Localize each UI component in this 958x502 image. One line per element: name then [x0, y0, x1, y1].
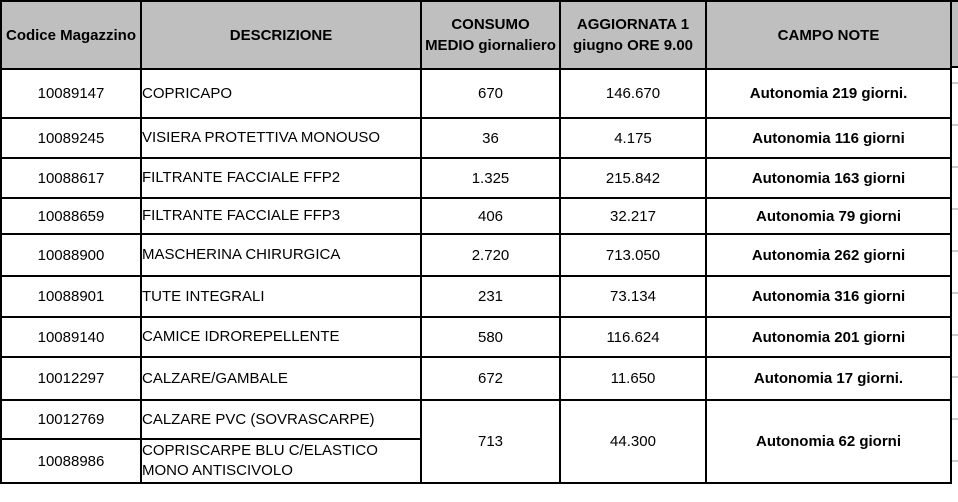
table-row — [2, 159, 952, 199]
cell-code: 10088659 — [2, 199, 142, 235]
cell-note: Autonomia 201 giorni — [707, 318, 952, 358]
header-consumo-line2: MEDIO giornaliero — [425, 37, 556, 54]
cell-consumo: 2.720 — [422, 235, 561, 277]
adjacent-header-fill — [952, 0, 958, 68]
cell-aggiornata: 73.134 — [561, 277, 707, 318]
header-consumo-medio — [422, 2, 561, 70]
cell-note: Autonomia 219 giorni. — [707, 70, 952, 119]
cell-note: Autonomia 163 giorni — [707, 159, 952, 199]
cell-consumo: 672 — [422, 358, 561, 401]
cell-consumo: 1.325 — [422, 159, 561, 199]
cell-description: CAMICE IDROREPELLENTE — [142, 318, 422, 358]
table-row — [2, 235, 952, 277]
cell-description: TUTE INTEGRALI — [142, 277, 422, 318]
cell-code: 10089140 — [2, 318, 142, 358]
table-row — [2, 318, 952, 358]
adjacent-grid-sliver — [952, 0, 958, 502]
cell-description: FILTRANTE FACCIALE FFP2 — [142, 159, 422, 199]
cell-note: Autonomia 262 giorni — [707, 235, 952, 277]
header-descrizione: DESCRIZIONE — [142, 2, 422, 70]
cell-aggiornata: 116.624 — [561, 318, 707, 358]
cell-code: 10088617 — [2, 159, 142, 199]
header-consumo-line1: CONSUMO — [451, 16, 530, 33]
cell-code: 10012297 — [2, 358, 142, 401]
cell-description: COPRICAPO — [142, 70, 422, 119]
cell-consumo-merged: 713 — [422, 401, 561, 484]
cell-aggiornata: 4.175 — [561, 119, 707, 159]
table-row — [2, 277, 952, 318]
cell-note: Autonomia 316 giorni — [707, 277, 952, 318]
cell-note: Autonomia 17 giorni. — [707, 358, 952, 401]
cell-note: Autonomia 116 giorni — [707, 119, 952, 159]
cell-aggiornata: 11.650 — [561, 358, 707, 401]
cell-consumo: 36 — [422, 119, 561, 159]
cell-consumo: 231 — [422, 277, 561, 318]
table-row — [2, 199, 952, 235]
cell-consumo: 406 — [422, 199, 561, 235]
cell-code: 10089245 — [2, 119, 142, 159]
header-aggiornata-line2: giugno ORE 9.00 — [572, 37, 693, 54]
cell-aggiornata: 215.842 — [561, 159, 707, 199]
cell-note-merged: Autonomia 62 giorni — [707, 401, 952, 484]
header-campo-note: CAMPO NOTE — [707, 2, 952, 70]
cell-description: VISIERA PROTETTIVA MONOUSO — [142, 119, 422, 159]
cell-aggiornata: 32.217 — [561, 199, 707, 235]
table-row — [2, 401, 952, 440]
cell-code: 10088901 — [2, 277, 142, 318]
cell-code: 10089147 — [2, 70, 142, 119]
cell-description: COPRISCARPE BLU C/ELASTICO MONO ANTISCIVOLO — [142, 440, 422, 484]
cell-description: FILTRANTE FACCIALE FFP3 — [142, 199, 422, 235]
inventory-table — [2, 2, 952, 484]
table-row — [2, 119, 952, 159]
cell-aggiornata: 146.670 — [561, 70, 707, 119]
cell-code: 10088900 — [2, 235, 142, 277]
header-codice-magazzino: Codice Magazzino — [2, 2, 142, 70]
header-row — [2, 2, 952, 70]
cell-code: 10012769 — [2, 401, 142, 440]
table-row — [2, 70, 952, 119]
cell-note: Autonomia 79 giorni — [707, 199, 952, 235]
cell-consumo: 670 — [422, 70, 561, 119]
header-aggiornata — [561, 2, 707, 70]
cell-aggiornata: 713.050 — [561, 235, 707, 277]
cell-code: 10088986 — [2, 440, 142, 484]
cell-aggiornata-merged: 44.300 — [561, 401, 707, 484]
header-aggiornata-line1: AGGIORNATA 1 — [576, 16, 690, 33]
cell-consumo: 580 — [422, 318, 561, 358]
cell-description: CALZARE PVC (SOVRASCARPE) — [142, 401, 422, 440]
table-row — [2, 358, 952, 401]
cell-description: CALZARE/GAMBALE — [142, 358, 422, 401]
cell-description: MASCHERINA CHIRURGICA — [142, 235, 422, 277]
